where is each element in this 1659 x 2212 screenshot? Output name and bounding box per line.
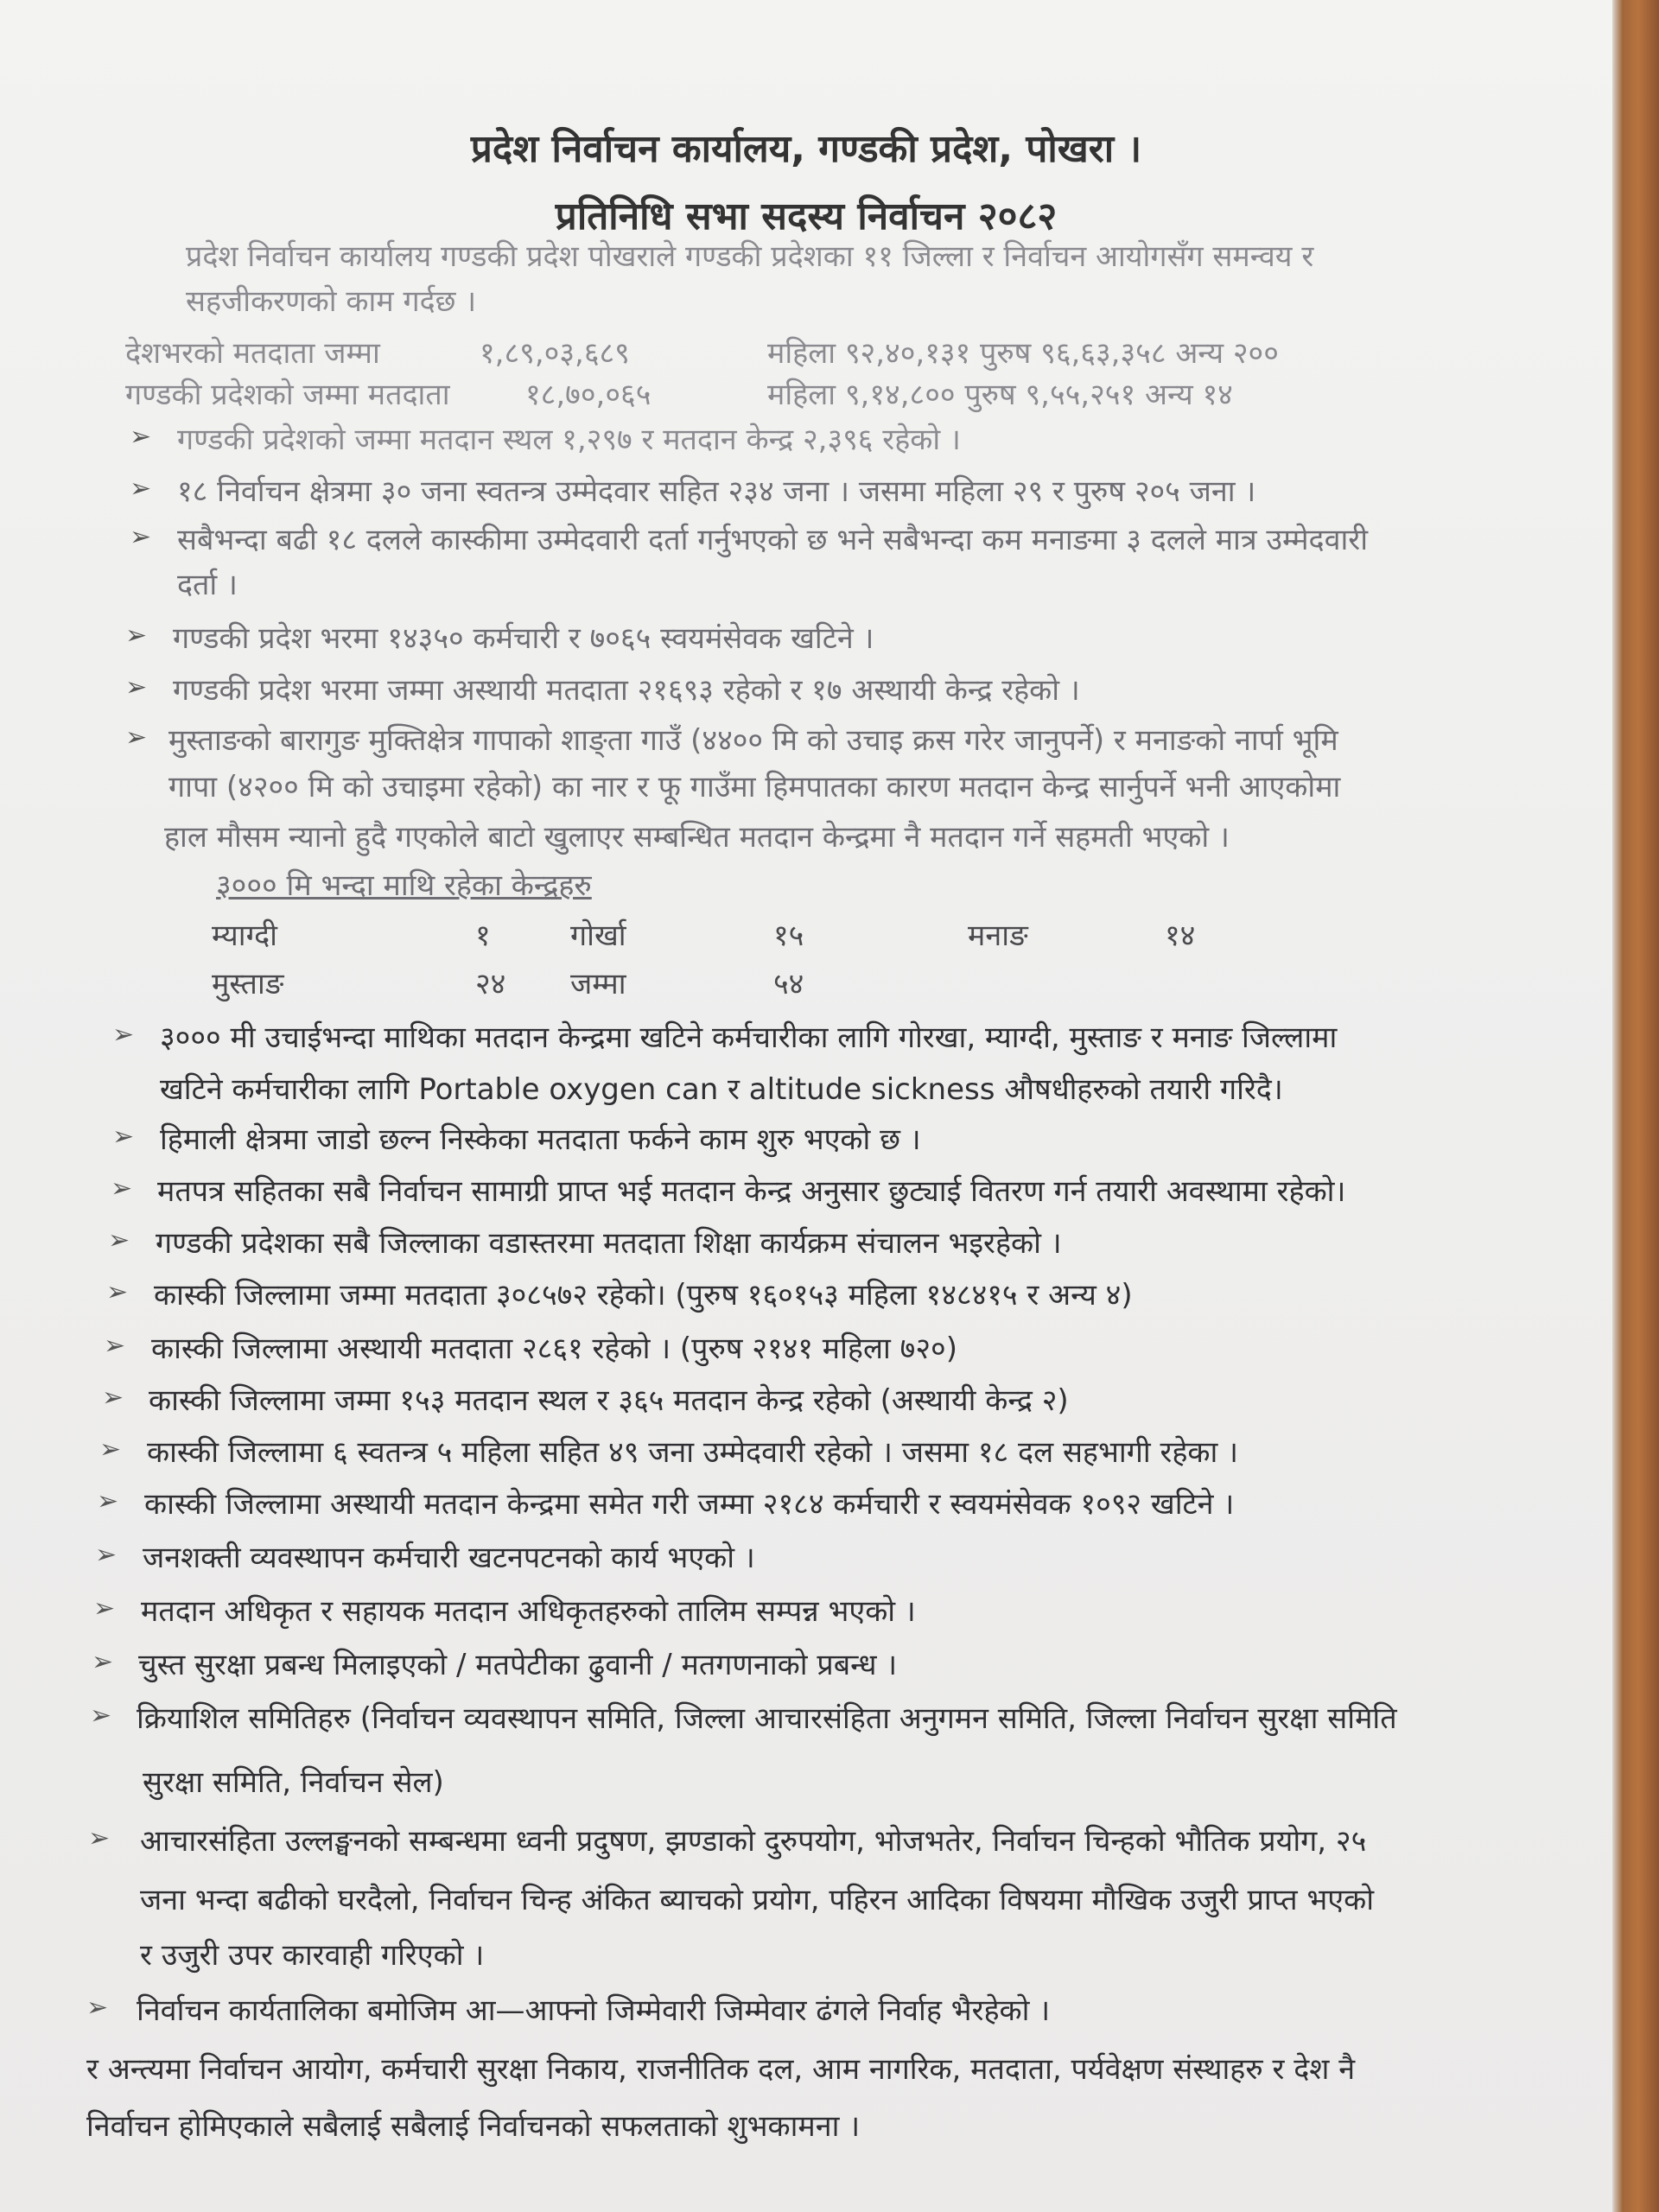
table-cell: जम्मा — [570, 967, 626, 1001]
table-cell: गोर्खा — [570, 918, 626, 953]
bullet-arrow-icon: ➢ — [125, 672, 148, 702]
list-item-continuation: दर्ता । — [177, 568, 238, 602]
table-cell: १५ — [773, 918, 804, 953]
bullet-arrow-icon: ➢ — [125, 722, 148, 753]
closing-line-1: र अन्त्यमा निर्वाचन आयोग, कर्मचारी सुरक्षा निकाय, राजनीतिक दल, आम नागरिक, मतदाता, पर्यवेक्षण संस्थाहरु र देश नै — [86, 2052, 1356, 2087]
list-item: गण्डकी प्रदेशको जम्मा मतदान स्थल १,२९७ र मतदान केन्द्र २,३९६ रहेको । — [177, 423, 961, 457]
list-item: कास्की जिल्लामा ६ स्वतन्त्र ५ महिला सहित ४९ जना उम्मेदवारी रहेको । जसमा १८ दल सहभागी रहेका । — [147, 1435, 1239, 1470]
list-item-continuation: जना भन्दा बढीको घरदैलो, निर्वाचन चिन्ह अंकित ब्याचको प्रयोग, पहिरन आदिका विषयमा मौखिक उजुरी प्राप्त भएको — [140, 1883, 1375, 1917]
bullet-arrow-icon: ➢ — [95, 1540, 118, 1570]
table-heading: ३००० मि भन्दा माथि रहेका केन्द्रहरु — [216, 868, 592, 903]
bullet-arrow-icon: ➢ — [108, 1225, 130, 1255]
intro-line-2: सहजीकरणको काम गर्दछ । — [186, 284, 477, 319]
bullet-arrow-icon: ➢ — [92, 1647, 114, 1677]
list-item: मुस्ताङको बारागुङ मुक्तिक्षेत्र गापाको शाङ्ता गाउँ (४४०० मि को उचाइ क्रस गरेर जानुपर्ने) र मनाङको नार्पा भूमि — [168, 723, 1338, 758]
bullet-arrow-icon: ➢ — [93, 1593, 116, 1624]
list-item: क्रियाशिल समितिहरु (निर्वाचन व्यवस्थापन समिति, जिल्ला आचारसंहिता अनुगमन समिति, जिल्ला निर्वाचन सुरक्षा समिति — [137, 1701, 1397, 1736]
national-voters-breakdown: महिला ९२,४०,१३१ पुरुष ९६,६३,३५८ अन्य २०० — [767, 336, 1279, 371]
bullet-arrow-icon: ➢ — [97, 1486, 119, 1516]
bullet-arrow-icon: ➢ — [130, 422, 152, 452]
list-item: कास्की जिल्लामा अस्थायी मतदाता २८६१ रहेको । (पुरुष २१४१ महिला ७२०) — [151, 1332, 957, 1366]
document-subtitle: प्रतिनिधि सभा सदस्य निर्वाचन २०८२ — [555, 194, 1058, 238]
province-voters-total: १८,७०,०६५ — [525, 378, 652, 412]
bullet-arrow-icon: ➢ — [106, 1277, 129, 1307]
list-item: आचारसंहिता उल्लङ्घनको सम्बन्धमा ध्वनी प्रदुषण, झण्डाको दुरुपयोग, भोजभतेर, निर्वाचन चिन्हको भौतिक प्रयोग, २५ — [140, 1824, 1367, 1859]
list-item: गण्डकी प्रदेश भरमा जम्मा अस्थायी मतदाता २१६९३ रहेको र १७ अस्थायी केन्द्र रहेको । — [173, 673, 1080, 708]
list-item: सबैभन्दा बढी १८ दलले कास्कीमा उम्मेदवारी दर्ता गर्नुभएको छ भने सबैभन्दा कम मनाङमा ३ दलले मात्र उम्मेदवारी — [177, 523, 1369, 557]
list-item: निर्वाचन कार्यतालिका बमोजिम आ—आफ्नो जिम्मेवारी जिम्मेवार ढंगले निर्वाह भैरहेको । — [137, 1993, 1051, 2028]
list-item: हिमाली क्षेत्रमा जाडो छल्न निस्केका मतदाता फर्कने काम शुरु भएको छ । — [160, 1122, 921, 1157]
list-item: कास्की जिल्लामा अस्थायी मतदान केन्द्रमा समेत गरी जम्मा २१८४ कर्मचारी र स्वयमंसेवक १०९२ खटिने । — [144, 1487, 1235, 1522]
table-cell: मुस्ताङ — [212, 967, 284, 1001]
bullet-arrow-icon: ➢ — [112, 1122, 135, 1152]
closing-line-2: निर्वाचन होमिएकाले सबैलाई सबैलाई निर्वाचनको सफलताको शुभकामना । — [86, 2109, 861, 2144]
list-item: ३००० मी उचाईभन्दा माथिका मतदान केन्द्रमा खटिने कर्मचारीका लागि गोरखा, म्याग्दी, मुस्ताङ र मनाङ जिल्लामा — [160, 1020, 1338, 1055]
list-item: चुस्त सुरक्षा प्रबन्ध मिलाइएको / मतपेटीका ढुवानी / मतगणनाको प्रबन्ध । — [138, 1648, 898, 1682]
national-voters-total: १,८९,०३,६८९ — [480, 336, 630, 371]
list-item-continuation: सुरक्षा समिति, निर्वाचन सेल) — [143, 1765, 444, 1800]
list-item: गण्डकी प्रदेश भरमा १४३५० कर्मचारी र ७०६५ स्वयमंसेवक खटिने । — [173, 621, 874, 656]
bullet-arrow-icon: ➢ — [125, 620, 148, 651]
document-title: प्रदेश निर्वाचन कार्यालय, गण्डकी प्रदेश, पोखरा । — [470, 127, 1142, 171]
national-voters-label: देशभरको मतदाता जम्मा — [125, 336, 380, 371]
list-item: कास्की जिल्लामा जम्मा मतदाता ३०८५७२ रहेको। (पुरुष १६०१५३ महिला १४८४१५ र अन्य ४) — [154, 1278, 1133, 1313]
table-cell: २४ — [475, 967, 506, 1001]
list-item: मतपत्र सहितका सबै निर्वाचन सामाग्री प्राप्त भई मतदान केन्द्र अनुसार छुट्याई वितरण गर्न तयारी अवस्थामा रहेको। — [157, 1174, 1346, 1209]
table-cell: ५४ — [773, 967, 804, 1001]
bullet-arrow-icon: ➢ — [90, 1700, 112, 1731]
table-cell: १४ — [1165, 918, 1196, 953]
table-cell: १ — [475, 918, 491, 953]
province-voters-breakdown: महिला ९,१४,८०० पुरुष ९,५५,२५१ अन्य १४ — [767, 378, 1233, 412]
table-cell: मनाङ — [968, 918, 1028, 953]
list-item-continuation: हाल मौसम न्यानो हुदै गएकोले बाटो खुलाएर सम्बन्धित मतदान केन्द्रमा नै मतदान गर्ने सहमती भएको । — [164, 820, 1230, 855]
list-item: मतदान अधिकृत र सहायक मतदान अधिकृतहरुको तालिम सम्पन्न भएको । — [141, 1594, 916, 1629]
desk-edge — [1612, 0, 1659, 2212]
bullet-arrow-icon: ➢ — [104, 1331, 126, 1361]
list-item: कास्की जिल्लामा जम्मा १५३ मतदान स्थल र ३६५ मतदान केन्द्र रहेको (अस्थायी केन्द्र २) — [149, 1383, 1069, 1418]
bullet-arrow-icon: ➢ — [99, 1434, 122, 1465]
bullet-arrow-icon: ➢ — [88, 1823, 111, 1853]
list-item: १८ निर्वाचन क्षेत्रमा ३० जना स्वतन्त्र उम्मेदवार सहित २३४ जना । जसमा महिला २९ र पुरुष २०५ जना । — [177, 474, 1256, 509]
list-item-continuation: खटिने कर्मचारीका लागि Portable oxygen can र altitude sickness औषधीहरुको तयारी गरिदै। — [160, 1072, 1283, 1107]
list-item-continuation: गापा (४२०० मि को उचाइमा रहेको) का नार र फू गाउँमा हिमपातका कारण मतदान केन्द्र सार्नुपर्ने भनी आएकोमा — [168, 770, 1341, 804]
bullet-arrow-icon: ➢ — [86, 1993, 109, 2023]
table-cell: म्याग्दी — [212, 918, 277, 953]
bullet-arrow-icon: ➢ — [111, 1173, 133, 1204]
intro-line-1: प्रदेश निर्वाचन कार्यालय गण्डकी प्रदेश पोखराले गण्डकी प्रदेशका ११ जिल्ला र निर्वाचन आयोगसँग समन्वय र — [186, 239, 1314, 274]
list-item-continuation: र उजुरी उपर कारवाही गरिएको । — [140, 1938, 485, 1973]
bullet-arrow-icon: ➢ — [102, 1382, 124, 1413]
bullet-arrow-icon: ➢ — [130, 474, 152, 504]
list-item: गण्डकी प्रदेशका सबै जिल्लाका वडास्तरमा मतदाता शिक्षा कार्यक्रम संचालन भइरहेको । — [156, 1226, 1062, 1261]
bullet-arrow-icon: ➢ — [130, 522, 152, 552]
bullet-arrow-icon: ➢ — [112, 1020, 135, 1050]
list-item: जनशक्ती व्यवस्थापन कर्मचारी खटनपटनको कार्य भएको । — [143, 1541, 755, 1575]
province-voters-label: गण्डकी प्रदेशको जम्मा मतदाता — [125, 378, 450, 412]
